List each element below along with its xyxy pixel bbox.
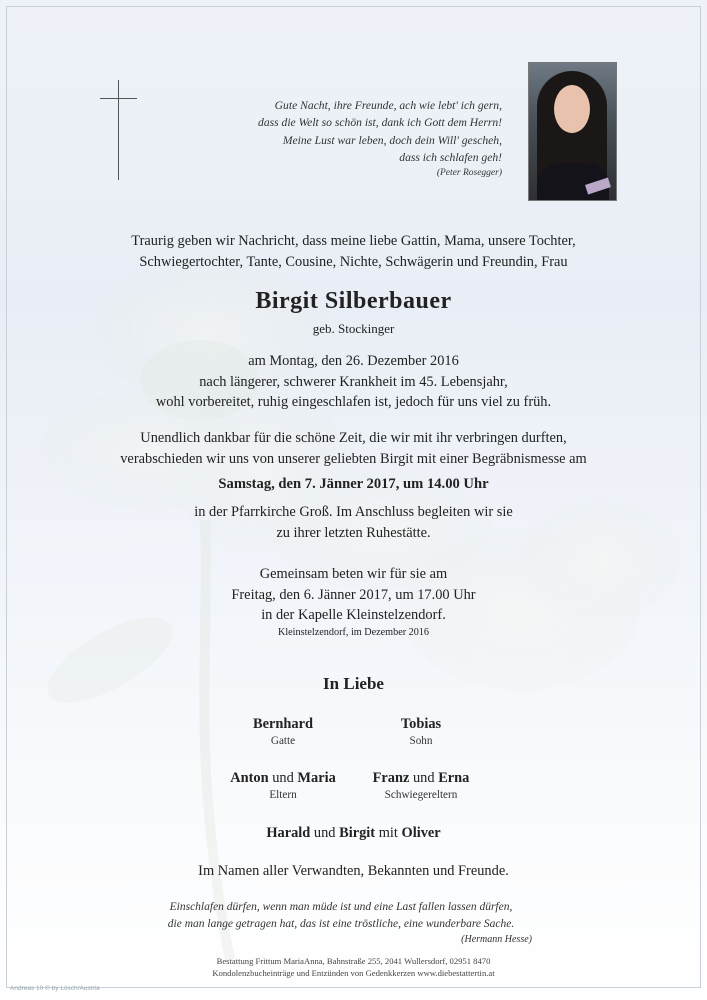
in-liebe-heading: In Liebe xyxy=(323,674,384,693)
quote-line: die man lange getragen hat, das ist eine tröstliche, eine wunderbare Sache. xyxy=(167,917,515,930)
mourner-role: Eltern xyxy=(269,789,297,801)
poem-line: Gute Nacht, ihre Freunde, ach wie lebt' ich gern, xyxy=(274,99,502,112)
church-line: zu ihrer letzten Ruhestätte. xyxy=(276,524,431,541)
conjunction: und xyxy=(412,770,435,786)
conjunction: und xyxy=(313,825,336,841)
inlaw-name: Erna xyxy=(438,770,470,786)
mourner-name: Bernhard xyxy=(253,716,313,732)
poem-line: dass die Welt so schön ist, dank ich Gott dem Herrn! xyxy=(258,116,502,130)
poem-line: dass ich schlafen geh! xyxy=(399,150,502,164)
sibling-name: Oliver xyxy=(401,825,441,841)
mourner-names xyxy=(346,769,496,788)
mourner-tobias xyxy=(346,715,496,749)
prayer-info xyxy=(0,564,707,626)
relatives-line: Im Namen aller Verwandten, Bekannten und Freunde. xyxy=(198,863,509,879)
poem-author: (Peter Rosegger) xyxy=(436,168,502,179)
mourner-role: Sohn xyxy=(409,735,433,747)
mourner-names xyxy=(208,769,358,788)
quote-line: Einschlafen dürfen, wenn man müde ist und eine Last fallen lassen dürfen, xyxy=(169,901,513,913)
prayer-line: in der Kapelle Kleinstelzendorf. xyxy=(261,607,446,623)
portrait-photo xyxy=(528,62,617,201)
thanks-line: Unendlich dankbar für die schöne Zeit, die wir mit ihr verbringen durften, xyxy=(140,430,567,446)
maiden-name: geb. Stockinger xyxy=(312,321,395,336)
sibling-name: Harald xyxy=(266,825,311,841)
intro-line: Schwiegertochter, Tante, Cousine, Nichte, Schwägerin und Freundin, Frau xyxy=(139,253,568,270)
funeral-home-footer xyxy=(0,956,707,980)
cross-icon xyxy=(100,80,140,180)
mourner-inlaws xyxy=(346,769,496,803)
place-and-date: Kleinstelzendorf, im Dezember 2016 xyxy=(277,627,430,638)
intro-line: Traurig geben wir Nachricht, dass meine liebe Gattin, Mama, unsere Tochter, xyxy=(131,233,576,249)
closing-quote xyxy=(150,899,532,947)
prayer-line: Freitag, den 6. Jänner 2017, um 17.00 Uhr xyxy=(231,586,476,603)
mourner-siblings xyxy=(0,824,707,843)
death-notice xyxy=(0,351,707,413)
church-info xyxy=(0,502,707,543)
sibling-name: Birgit xyxy=(339,825,376,841)
death-line: am Montag, den 26. Dezember 2016 xyxy=(248,353,459,369)
mourner-role: Schwiegereltern xyxy=(384,789,458,801)
death-line: wohl vorbereitet, ruhig eingeschlafen ist, jedoch für uns viel zu früh. xyxy=(155,394,552,410)
poem-line: Meine Lust war leben, doch dein Will' gescheh, xyxy=(282,133,502,147)
conjunction: und xyxy=(272,770,294,786)
mourner-parents xyxy=(208,769,358,803)
thanks-line: verabschieden wir uns von unserer geliebten Birgit mit einer Begräbnismesse am xyxy=(120,450,587,467)
mourner-bernhard xyxy=(208,715,358,749)
parent-name: Anton xyxy=(230,770,269,786)
parent-name: Maria xyxy=(297,770,336,786)
mourner-role: Gatte xyxy=(270,735,296,747)
church-line: in der Pfarrkirche Groß. Im Anschluss begleiten wir sie xyxy=(194,504,513,520)
funeral-date: Samstag, den 7. Jänner 2017, um 14.00 Uhr xyxy=(218,476,489,492)
inlaw-name: Franz xyxy=(372,770,410,786)
opening-poem xyxy=(220,97,502,180)
prayer-line: Gemeinsam beten wir für sie am xyxy=(259,566,448,582)
thanks-text xyxy=(0,428,707,469)
conjunction: mit xyxy=(378,825,398,841)
announcement-intro xyxy=(0,231,707,272)
mourner-name: Tobias xyxy=(400,716,442,732)
death-line: nach längerer, schwerer Krankheit im 45. Lebensjahr, xyxy=(199,373,508,390)
quote-author: (Hermann Hesse) xyxy=(461,933,532,945)
deceased-name: Birgit Silberbauer xyxy=(255,288,452,314)
footer-line: Kondolenzbucheinträge und Entzünden von Gedenkkerzen www.diebestattertin.at xyxy=(212,967,495,978)
footer-line: Bestattung Frittum MariaAnna, Bahnstraße 255, 2041 Wullersdorf, 02951 8470 xyxy=(216,956,491,966)
template-credit: Andreas 10 © by Lösch/Austria xyxy=(10,985,100,992)
